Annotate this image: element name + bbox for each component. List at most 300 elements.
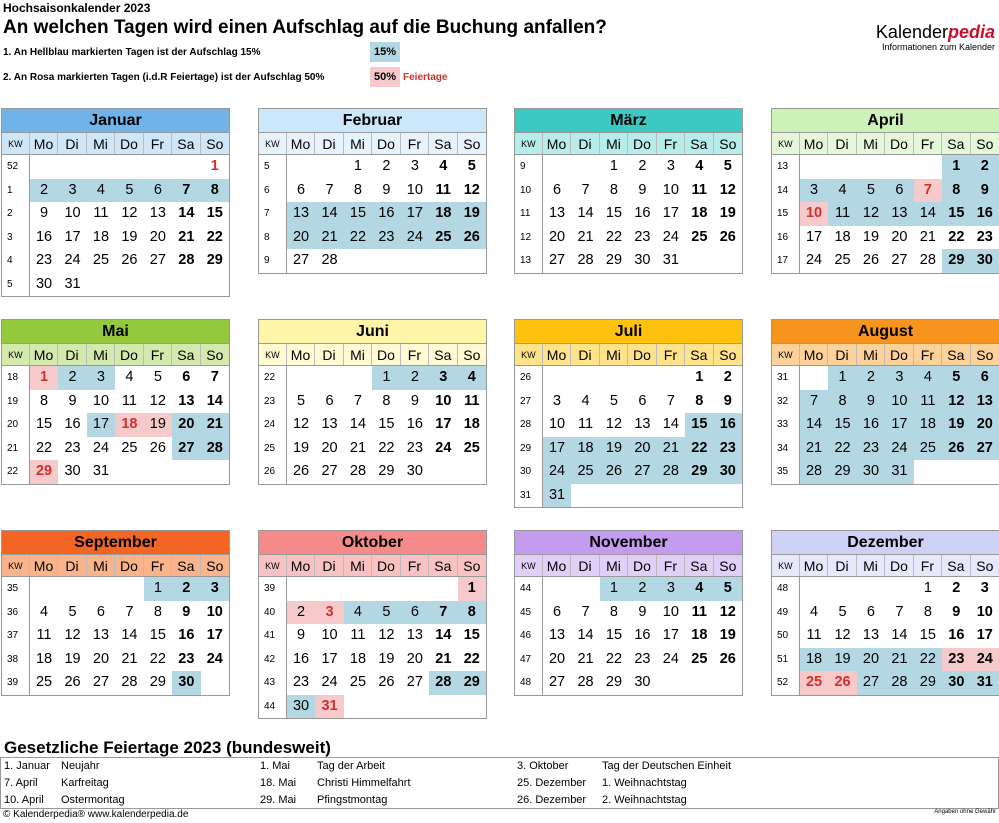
day-cell: 18 bbox=[35, 650, 53, 667]
day-cell: 21 bbox=[577, 228, 594, 245]
day-cell: 14 bbox=[315, 202, 343, 226]
day-cell: 26 bbox=[64, 674, 81, 690]
day-cell: 3 bbox=[315, 601, 343, 625]
day-cell: 3 bbox=[429, 366, 457, 390]
day-cell: 17 bbox=[662, 205, 679, 221]
day-cell: 27 bbox=[857, 671, 885, 695]
day-cell: 2 bbox=[30, 179, 58, 203]
day-cell: 5 bbox=[723, 158, 732, 174]
week-number: 22 bbox=[2, 460, 30, 484]
weekday-label: Fr bbox=[914, 555, 942, 576]
day-cell: 20 bbox=[406, 650, 423, 667]
day-cell: 21 bbox=[121, 650, 138, 667]
empty-day-cell bbox=[914, 460, 942, 484]
weekday-label: Fr bbox=[144, 133, 172, 154]
day-cell: 16 bbox=[406, 416, 423, 432]
day-cell: 13 bbox=[92, 627, 110, 643]
day-cell: 31 bbox=[543, 484, 571, 508]
week-row bbox=[259, 601, 486, 625]
week-row bbox=[772, 601, 999, 625]
day-cell: 6 bbox=[638, 392, 647, 409]
day-cell: 21 bbox=[349, 439, 367, 456]
empty-day-cell bbox=[429, 577, 457, 601]
week-row bbox=[515, 460, 742, 484]
day-cell: 19 bbox=[292, 439, 310, 456]
day-cell: 30 bbox=[64, 463, 81, 479]
holidays-title: Gesetzliche Feiertage 2023 (bundesweit) bbox=[4, 738, 331, 757]
week-number: 18 bbox=[2, 366, 30, 390]
kw-header: KW bbox=[515, 133, 543, 154]
day-cell: 22 bbox=[344, 226, 372, 250]
day-cell: 28 bbox=[800, 460, 828, 484]
day-cell: 13 bbox=[548, 627, 566, 643]
holiday-entry: 3. Oktober Tag der Deutschen Einheit bbox=[517, 760, 732, 772]
week-number: 24 bbox=[259, 413, 287, 437]
day-cell: 14 bbox=[577, 205, 594, 221]
weekday-label: Di bbox=[58, 344, 86, 365]
day-cell: 14 bbox=[121, 627, 138, 643]
weekday-label: Sa bbox=[685, 555, 713, 576]
week-row bbox=[259, 695, 486, 719]
week-number: 17 bbox=[772, 249, 800, 273]
day-cell: 5 bbox=[115, 179, 143, 203]
day-cell: 30 bbox=[172, 671, 200, 695]
day-cell: 5 bbox=[714, 577, 742, 601]
week-number: 39 bbox=[2, 671, 30, 695]
week-number: 28 bbox=[515, 413, 543, 437]
day-cell: 4 bbox=[344, 601, 372, 625]
day-cell: 18 bbox=[92, 228, 110, 245]
week-row bbox=[515, 648, 742, 672]
day-cell: 23 bbox=[178, 650, 195, 667]
day-cell: 1 bbox=[942, 155, 970, 179]
day-cell: 12 bbox=[942, 390, 970, 414]
day-cell: 17 bbox=[64, 228, 81, 245]
weekday-label: Do bbox=[628, 555, 656, 576]
day-cell: 3 bbox=[885, 366, 913, 390]
day-cell: 11 bbox=[464, 392, 480, 409]
day-cell: 17 bbox=[805, 228, 823, 245]
empty-day-cell bbox=[800, 577, 828, 601]
day-cell: 26 bbox=[600, 460, 628, 484]
day-cell: 10 bbox=[548, 416, 566, 432]
day-cell: 7 bbox=[914, 179, 942, 203]
weekday-label: Fr bbox=[401, 133, 429, 154]
day-cell: 25 bbox=[349, 674, 367, 690]
day-cell: 1 bbox=[353, 158, 362, 174]
day-cell: 7 bbox=[125, 603, 134, 620]
day-cell: 21 bbox=[919, 228, 936, 245]
empty-day-cell bbox=[600, 484, 628, 508]
empty-day-cell bbox=[344, 249, 372, 273]
day-cell: 13 bbox=[149, 205, 166, 221]
day-cell: 29 bbox=[605, 674, 623, 690]
day-cell: 3 bbox=[201, 577, 229, 601]
week-row bbox=[772, 179, 999, 203]
day-cell: 14 bbox=[206, 392, 223, 409]
empty-day-cell bbox=[828, 577, 856, 601]
day-cell: 14 bbox=[435, 627, 452, 643]
week-number: 37 bbox=[2, 624, 30, 648]
day-cell: 29 bbox=[828, 460, 856, 484]
week-row bbox=[2, 413, 229, 437]
day-cell: 28 bbox=[321, 252, 338, 268]
week-row bbox=[259, 155, 486, 179]
day-cell: 29 bbox=[206, 252, 223, 268]
day-cell: 4 bbox=[685, 577, 713, 601]
weekday-header bbox=[259, 555, 486, 577]
day-cell: 31 bbox=[92, 463, 110, 479]
day-cell: 21 bbox=[885, 648, 913, 672]
day-cell: 3 bbox=[553, 392, 562, 409]
weekday-label: Mi bbox=[344, 344, 372, 365]
weekday-label: Do bbox=[372, 133, 400, 154]
day-cell: 22 bbox=[948, 228, 965, 245]
week-number: 20 bbox=[2, 413, 30, 437]
empty-day-cell bbox=[800, 366, 828, 390]
week-row bbox=[259, 179, 486, 203]
day-cell: 13 bbox=[548, 205, 566, 221]
day-cell: 13 bbox=[406, 627, 423, 643]
day-cell: 15 bbox=[149, 627, 166, 643]
day-cell: 8 bbox=[458, 601, 486, 625]
day-cell: 31 bbox=[971, 671, 999, 695]
day-cell: 22 bbox=[605, 228, 623, 245]
week-row bbox=[259, 390, 486, 414]
day-cell: 14 bbox=[577, 627, 594, 643]
day-cell: 21 bbox=[577, 650, 594, 667]
empty-day-cell bbox=[458, 249, 486, 273]
day-cell: 7 bbox=[325, 181, 334, 198]
day-cell: 21 bbox=[315, 226, 343, 250]
weekday-label: Mo bbox=[287, 555, 315, 576]
week-row bbox=[515, 226, 742, 250]
week-number: 45 bbox=[515, 601, 543, 625]
day-cell: 21 bbox=[435, 650, 452, 667]
day-cell: 10 bbox=[662, 181, 679, 198]
week-number: 13 bbox=[772, 155, 800, 179]
month-title: April bbox=[772, 109, 999, 133]
weekday-label: Fr bbox=[657, 344, 685, 365]
day-cell: 4 bbox=[695, 158, 704, 174]
day-cell: 24 bbox=[321, 674, 338, 690]
day-cell: 19 bbox=[862, 228, 880, 245]
day-cell: 15 bbox=[35, 416, 53, 432]
empty-day-cell bbox=[429, 249, 457, 273]
day-cell: 17 bbox=[543, 437, 571, 461]
weekday-label: So bbox=[463, 558, 481, 574]
day-cell: 11 bbox=[914, 390, 942, 414]
day-cell: 1 bbox=[828, 366, 856, 390]
week-row bbox=[772, 413, 999, 437]
week-number: 42 bbox=[259, 648, 287, 672]
empty-day-cell bbox=[401, 577, 429, 601]
day-cell: 29 bbox=[942, 249, 970, 273]
week-row bbox=[259, 671, 486, 695]
calendar-small-title: Hochsaisonkalender 2023 bbox=[3, 1, 151, 15]
day-cell: 10 bbox=[662, 603, 679, 620]
day-cell: 22 bbox=[149, 650, 166, 667]
week-number: 13 bbox=[515, 249, 543, 273]
day-cell: 1 bbox=[144, 577, 172, 601]
day-cell: 7 bbox=[800, 390, 828, 414]
day-cell: 28 bbox=[178, 252, 195, 268]
day-cell: 12 bbox=[857, 202, 885, 226]
day-cell: 7 bbox=[581, 603, 590, 620]
week-row bbox=[515, 577, 742, 601]
day-cell: 25 bbox=[691, 228, 708, 245]
day-cell: 2 bbox=[287, 601, 315, 625]
week-row bbox=[2, 671, 229, 695]
week-number: 48 bbox=[515, 671, 543, 695]
day-cell: 7 bbox=[666, 392, 675, 409]
week-row bbox=[2, 390, 229, 414]
week-row bbox=[772, 366, 999, 390]
day-cell: 22 bbox=[35, 439, 53, 456]
weekday-label: Di bbox=[828, 344, 856, 365]
week-row bbox=[2, 601, 229, 625]
day-cell: 21 bbox=[178, 228, 195, 245]
empty-day-cell bbox=[344, 366, 372, 390]
weekday-header bbox=[2, 555, 229, 577]
day-cell: 8 bbox=[201, 179, 229, 203]
week-number: 51 bbox=[772, 648, 800, 672]
empty-day-cell bbox=[172, 273, 200, 297]
day-cell: 13 bbox=[287, 202, 315, 226]
week-number: 23 bbox=[259, 390, 287, 414]
day-cell: 17 bbox=[401, 202, 429, 226]
day-cell: 11 bbox=[36, 627, 52, 643]
day-cell: 28 bbox=[201, 437, 229, 461]
weekday-label: Do bbox=[372, 344, 400, 365]
day-cell: 2 bbox=[971, 155, 999, 179]
week-row bbox=[515, 249, 742, 273]
week-row bbox=[772, 437, 999, 461]
weekday-label: Do bbox=[885, 344, 913, 365]
empty-day-cell bbox=[58, 155, 86, 179]
day-cell: 12 bbox=[378, 627, 395, 643]
day-cell: 18 bbox=[914, 413, 942, 437]
week-row bbox=[515, 155, 742, 179]
weekday-label: Di bbox=[315, 133, 343, 154]
week-number: 2 bbox=[2, 202, 30, 226]
week-number: 44 bbox=[259, 695, 287, 719]
empty-day-cell bbox=[115, 577, 143, 601]
empty-day-cell bbox=[144, 155, 172, 179]
day-cell: 21 bbox=[201, 413, 229, 437]
week-row bbox=[515, 179, 742, 203]
month-juli bbox=[514, 319, 743, 508]
day-cell: 5 bbox=[372, 601, 400, 625]
day-cell: 24 bbox=[885, 437, 913, 461]
week-row bbox=[515, 624, 742, 648]
day-cell: 22 bbox=[463, 650, 480, 667]
day-cell: 26 bbox=[862, 252, 880, 268]
week-row bbox=[259, 648, 486, 672]
weekday-label: Sa bbox=[942, 344, 970, 365]
empty-day-cell bbox=[800, 155, 828, 179]
day-cell: 20 bbox=[92, 650, 110, 667]
day-cell: 15 bbox=[942, 202, 970, 226]
day-cell: 31 bbox=[64, 275, 81, 292]
day-cell: 11 bbox=[435, 181, 451, 198]
empty-day-cell bbox=[344, 695, 372, 719]
empty-day-cell bbox=[429, 460, 457, 484]
legend-blue-badge: 15% bbox=[370, 42, 400, 62]
week-row bbox=[259, 249, 486, 273]
day-cell: 8 bbox=[695, 392, 704, 409]
day-cell: 30 bbox=[857, 460, 885, 484]
day-cell: 3 bbox=[666, 158, 675, 174]
day-cell: 24 bbox=[971, 648, 999, 672]
weekday-label: Do bbox=[115, 344, 143, 365]
day-cell: 5 bbox=[609, 392, 618, 409]
legend-blue-text: 1. An Hellblau markierten Tagen ist der Aufschlag 15% bbox=[3, 47, 261, 58]
month-title: Juni bbox=[259, 320, 486, 344]
week-row bbox=[772, 202, 999, 226]
empty-day-cell bbox=[657, 484, 685, 508]
month-juni bbox=[258, 319, 487, 485]
day-cell: 6 bbox=[971, 366, 999, 390]
day-cell: 26 bbox=[942, 437, 970, 461]
day-cell: 4 bbox=[458, 366, 486, 390]
week-number: 47 bbox=[515, 648, 543, 672]
week-row bbox=[2, 437, 229, 461]
day-cell: 18 bbox=[691, 627, 708, 643]
week-number: 9 bbox=[515, 155, 543, 179]
weekday-header bbox=[772, 133, 999, 155]
day-cell: 24 bbox=[206, 650, 223, 667]
day-cell: 25 bbox=[691, 650, 708, 667]
day-cell: 11 bbox=[93, 205, 109, 221]
day-cell: 8 bbox=[609, 181, 618, 198]
month-november bbox=[514, 530, 743, 696]
weekday-label: Sa bbox=[942, 133, 970, 154]
kw-header: KW bbox=[772, 344, 800, 365]
week-number: 5 bbox=[259, 155, 287, 179]
empty-day-cell bbox=[628, 484, 656, 508]
weekday-label: Sa bbox=[942, 555, 970, 576]
day-cell: 12 bbox=[719, 603, 736, 620]
day-cell: 4 bbox=[87, 179, 115, 203]
day-cell: 3 bbox=[800, 179, 828, 203]
day-cell: 6 bbox=[866, 603, 875, 620]
weekday-label: So bbox=[719, 136, 737, 152]
day-cell: 24 bbox=[662, 650, 679, 667]
day-cell: 16 bbox=[178, 627, 195, 643]
empty-day-cell bbox=[828, 155, 856, 179]
week-number: 33 bbox=[772, 413, 800, 437]
day-cell: 23 bbox=[942, 648, 970, 672]
day-cell: 16 bbox=[857, 413, 885, 437]
holiday-entry: 26. Dezember 2. Weihnachtstag bbox=[517, 794, 687, 806]
week-number: 7 bbox=[259, 202, 287, 226]
day-cell: 10 bbox=[800, 202, 828, 226]
week-row bbox=[515, 601, 742, 625]
kw-header: KW bbox=[259, 344, 287, 365]
holidays-box bbox=[0, 757, 999, 809]
empty-day-cell bbox=[315, 155, 343, 179]
day-cell: 27 bbox=[971, 437, 999, 461]
weekday-label: Mi bbox=[600, 344, 628, 365]
footer-disclaimer: Angaben ohne Gewähr bbox=[934, 809, 996, 815]
week-number: 46 bbox=[515, 624, 543, 648]
empty-day-cell bbox=[685, 249, 713, 273]
empty-day-cell bbox=[144, 273, 172, 297]
week-number: 49 bbox=[772, 601, 800, 625]
holiday-entry: 25. Dezember 1. Weihnachtstag bbox=[517, 777, 687, 789]
day-cell: 9 bbox=[382, 181, 391, 198]
day-cell: 30 bbox=[35, 275, 53, 292]
day-cell: 2 bbox=[628, 577, 656, 601]
empty-day-cell bbox=[543, 577, 571, 601]
day-cell: 13 bbox=[321, 416, 338, 432]
day-cell: 8 bbox=[153, 603, 162, 620]
legend-pink-badge: 50% bbox=[370, 67, 400, 87]
empty-day-cell bbox=[543, 155, 571, 179]
weekday-label: So bbox=[463, 347, 481, 363]
day-cell: 19 bbox=[719, 627, 736, 643]
empty-day-cell bbox=[115, 273, 143, 297]
day-cell: 26 bbox=[292, 463, 310, 479]
week-number: 35 bbox=[772, 460, 800, 484]
day-cell: 25 bbox=[914, 437, 942, 461]
day-cell: 15 bbox=[919, 627, 936, 643]
day-cell: 16 bbox=[292, 650, 310, 667]
empty-day-cell bbox=[657, 671, 685, 695]
day-cell: 20 bbox=[548, 228, 566, 245]
day-cell: 26 bbox=[458, 226, 486, 250]
week-row bbox=[259, 460, 486, 484]
week-row bbox=[2, 179, 229, 203]
week-number: 34 bbox=[772, 437, 800, 461]
week-row bbox=[2, 366, 229, 390]
weekday-header bbox=[515, 555, 742, 577]
empty-day-cell bbox=[201, 460, 229, 484]
day-cell: 30 bbox=[634, 252, 651, 268]
day-cell: 18 bbox=[571, 437, 599, 461]
day-cell: 20 bbox=[172, 413, 200, 437]
weekday-label: So bbox=[976, 347, 994, 363]
week-row bbox=[772, 249, 999, 273]
day-cell: 24 bbox=[543, 460, 571, 484]
empty-day-cell bbox=[401, 249, 429, 273]
week-number: 50 bbox=[772, 624, 800, 648]
day-cell: 2 bbox=[172, 577, 200, 601]
empty-day-cell bbox=[914, 155, 942, 179]
weekday-label: So bbox=[719, 347, 737, 363]
weekday-label: Mo bbox=[800, 133, 828, 154]
empty-day-cell bbox=[287, 155, 315, 179]
day-cell: 11 bbox=[691, 603, 707, 620]
day-cell: 20 bbox=[857, 648, 885, 672]
month-title: November bbox=[515, 531, 742, 555]
day-cell: 1 bbox=[458, 577, 486, 601]
day-cell: 4 bbox=[40, 603, 49, 620]
weekday-label: Mo bbox=[543, 344, 571, 365]
day-cell: 16 bbox=[714, 413, 742, 437]
day-cell: 1 bbox=[30, 366, 58, 390]
day-cell: 23 bbox=[634, 228, 651, 245]
day-cell: 8 bbox=[40, 392, 49, 409]
weekday-label: Mo bbox=[30, 133, 58, 154]
empty-day-cell bbox=[344, 577, 372, 601]
week-row bbox=[2, 226, 229, 250]
day-cell: 12 bbox=[834, 627, 851, 643]
day-cell: 15 bbox=[828, 413, 856, 437]
day-cell: 3 bbox=[58, 179, 86, 203]
day-cell: 28 bbox=[577, 674, 594, 690]
